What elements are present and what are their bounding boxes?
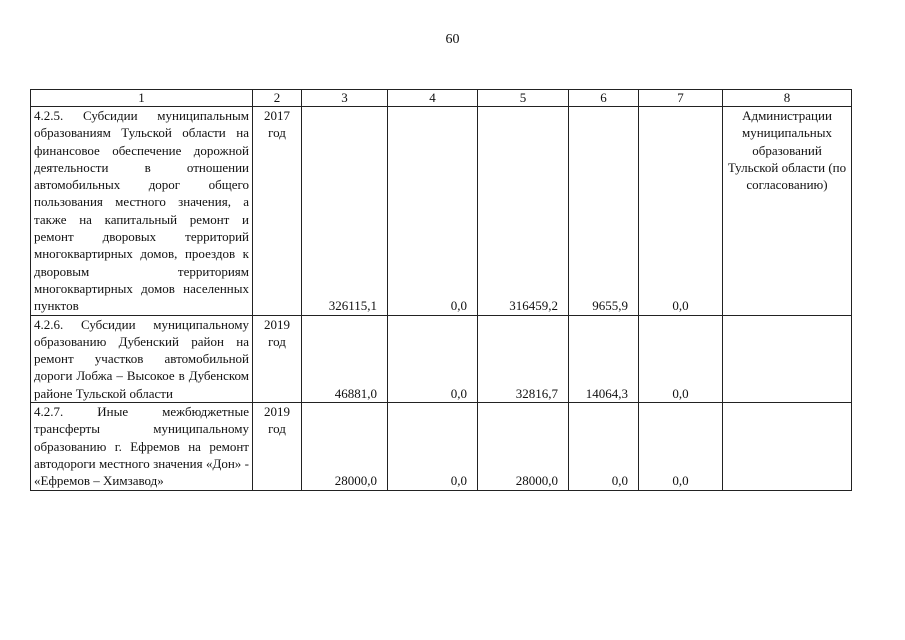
col-header-7: 7	[639, 90, 723, 107]
table-row	[31, 403, 852, 490]
row-description: 4.2.6. Субсидии муниципальному образованию Дубенский район на ремонт участков автомобильной дороги Лобжа – Высокое в Дубенском районе Тульской области	[31, 315, 253, 402]
row-value-col7: 0,0	[639, 315, 723, 402]
row-value-col7: 0,0	[639, 403, 723, 490]
col-header-4: 4	[388, 90, 478, 107]
row-year: 2019 год	[253, 403, 302, 490]
row-value-col5: 28000,0	[478, 403, 569, 490]
row-value-col3: 46881,0	[302, 315, 388, 402]
page-number: 60	[445, 32, 460, 47]
header-row	[31, 90, 852, 107]
col-header-8: 8	[723, 90, 852, 107]
row-value-col4: 0,0	[388, 403, 478, 490]
row-value-col7: 0,0	[639, 107, 723, 316]
col-header-5: 5	[478, 90, 569, 107]
row-value-col5: 316459,2	[478, 107, 569, 316]
table-row	[31, 107, 852, 316]
row-value-col4: 0,0	[388, 315, 478, 402]
row-value-col6: 9655,9	[569, 107, 639, 316]
budget-table	[30, 89, 852, 491]
row-value-col6: 14064,3	[569, 315, 639, 402]
row-description: 4.2.7. Иные межбюджетные трансферты муниципальному образованию г. Ефремов на ремонт автодороги местного значения «Дон» - «Ефремов – Химзавод»	[31, 403, 253, 490]
row-value-col3: 28000,0	[302, 403, 388, 490]
row-responsible	[723, 315, 852, 402]
row-description: 4.2.5. Субсидии муниципальным образованиям Тульской области на финансовое обеспечение дорожной деятельности в отношении автомобильных дорог общего пользования местного значения, а также на капитальный ремонт и ремонт дворовых территорий многоквартирных домов, проездов к дворовым территориям многоквартирных домов населенных пунктов	[31, 107, 253, 316]
row-responsible	[723, 403, 852, 490]
col-header-3: 3	[302, 90, 388, 107]
table-row	[31, 315, 852, 402]
col-header-6: 6	[569, 90, 639, 107]
row-year: 2019 год	[253, 315, 302, 402]
row-responsible: Администрации муниципальных образований Тульской области (по согласованию)	[723, 107, 852, 316]
row-year: 2017 год	[253, 107, 302, 316]
row-value-col6: 0,0	[569, 403, 639, 490]
row-value-col4: 0,0	[388, 107, 478, 316]
row-value-col5: 32816,7	[478, 315, 569, 402]
col-header-2: 2	[253, 90, 302, 107]
col-header-1: 1	[31, 90, 253, 107]
row-value-col3: 326115,1	[302, 107, 388, 316]
